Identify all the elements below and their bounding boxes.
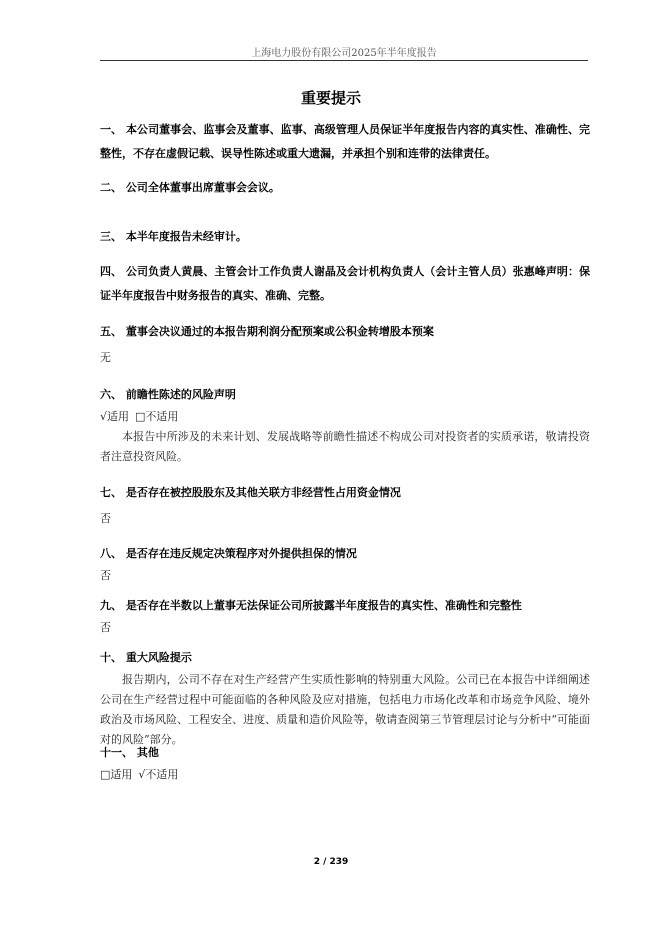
section-8-heading: 八、 是否存在违反规定决策程序对外提供担保的情况 [100, 547, 357, 560]
section-4 [100, 260, 590, 308]
section-7-body: 否 [100, 512, 111, 525]
section-5 [100, 320, 590, 368]
section-6-paragraph: 本报告中所涉及的未来计划、发展战略等前瞻性描述不构成公司对投资者的实质承诺，敬请投资者注意投资风险。 [100, 430, 590, 463]
section-8 [100, 542, 590, 586]
section-9-heading: 九、 是否存在半数以上董事无法保证公司所披露半年度报告的真实性、准确性和完整性 [100, 599, 522, 612]
page-number: 2 / 239 [313, 857, 349, 867]
option-not-applicable-checked: √不适用 [138, 768, 179, 781]
section-9-body: 否 [100, 621, 111, 634]
section-5-heading: 五、 董事会决议通过的本报告期利润分配预案或公积金转增股本预案 [100, 325, 434, 338]
section-10-paragraph: 报告期内，公司不存在对生产经营产生实质性影响的特别重大风险。公司已在本报告中详细阐述公司在生产经营过程中可能面临的各种风险及应对措施，包括电力市场化改革和市场竞争风险、境外政治及市场风险、工程安全、进度、质量和造价风险等，敬请查阅第三节管理层讨论与分析中“可能面对的风险”部分。 [100, 673, 590, 746]
section-1 [100, 118, 590, 166]
header-divider [100, 60, 588, 61]
section-7 [100, 481, 590, 529]
section-2-heading: 二、 公司全体董事出席董事会会议。 [100, 181, 280, 194]
section-9 [100, 594, 590, 638]
section-7-heading: 七、 是否存在被控股股东及其他关联方非经营性占用资金情况 [100, 486, 401, 499]
section-11 [100, 741, 590, 785]
option-applicable-checked: √适用 [100, 410, 130, 423]
section-3-heading: 三、 本半年度报告未经审计。 [100, 230, 247, 243]
section-6-options [100, 407, 590, 427]
option-not-applicable-unchecked: □不适用 [135, 410, 179, 423]
section-10-heading: 十、 重大风险提示 [100, 651, 192, 664]
section-11-options [100, 765, 590, 785]
section-1-heading: 一、 本公司董事会、监事会及董事、监事、高级管理人员保证半年度报告内容的真实性、准确性、完整性，不存在虚假记载、误导性陈述或重大遗漏，并承担个别和连带的法律责任。 [100, 123, 590, 160]
running-header: 上海电力股份有限公司2025年半年度报告 [251, 48, 437, 59]
page-title: 重要提示 [300, 89, 361, 107]
section-5-body: 无 [100, 351, 111, 364]
section-3 [100, 225, 590, 249]
option-applicable-unchecked: □适用 [100, 768, 133, 781]
section-6 [100, 383, 590, 467]
section-11-heading: 十一、 其他 [100, 746, 159, 759]
section-4-heading: 四、 公司负责人黄晨、主管会计工作负责人谢晶及会计机构负责人（会计主管人员）张惠峰声明：保证半年度报告中财务报告的真实、准确、完整。 [100, 265, 590, 302]
section-2 [100, 176, 590, 200]
section-8-body: 否 [100, 569, 111, 582]
section-6-heading: 六、 前瞻性陈述的风险声明 [100, 388, 236, 401]
section-10 [100, 646, 590, 750]
